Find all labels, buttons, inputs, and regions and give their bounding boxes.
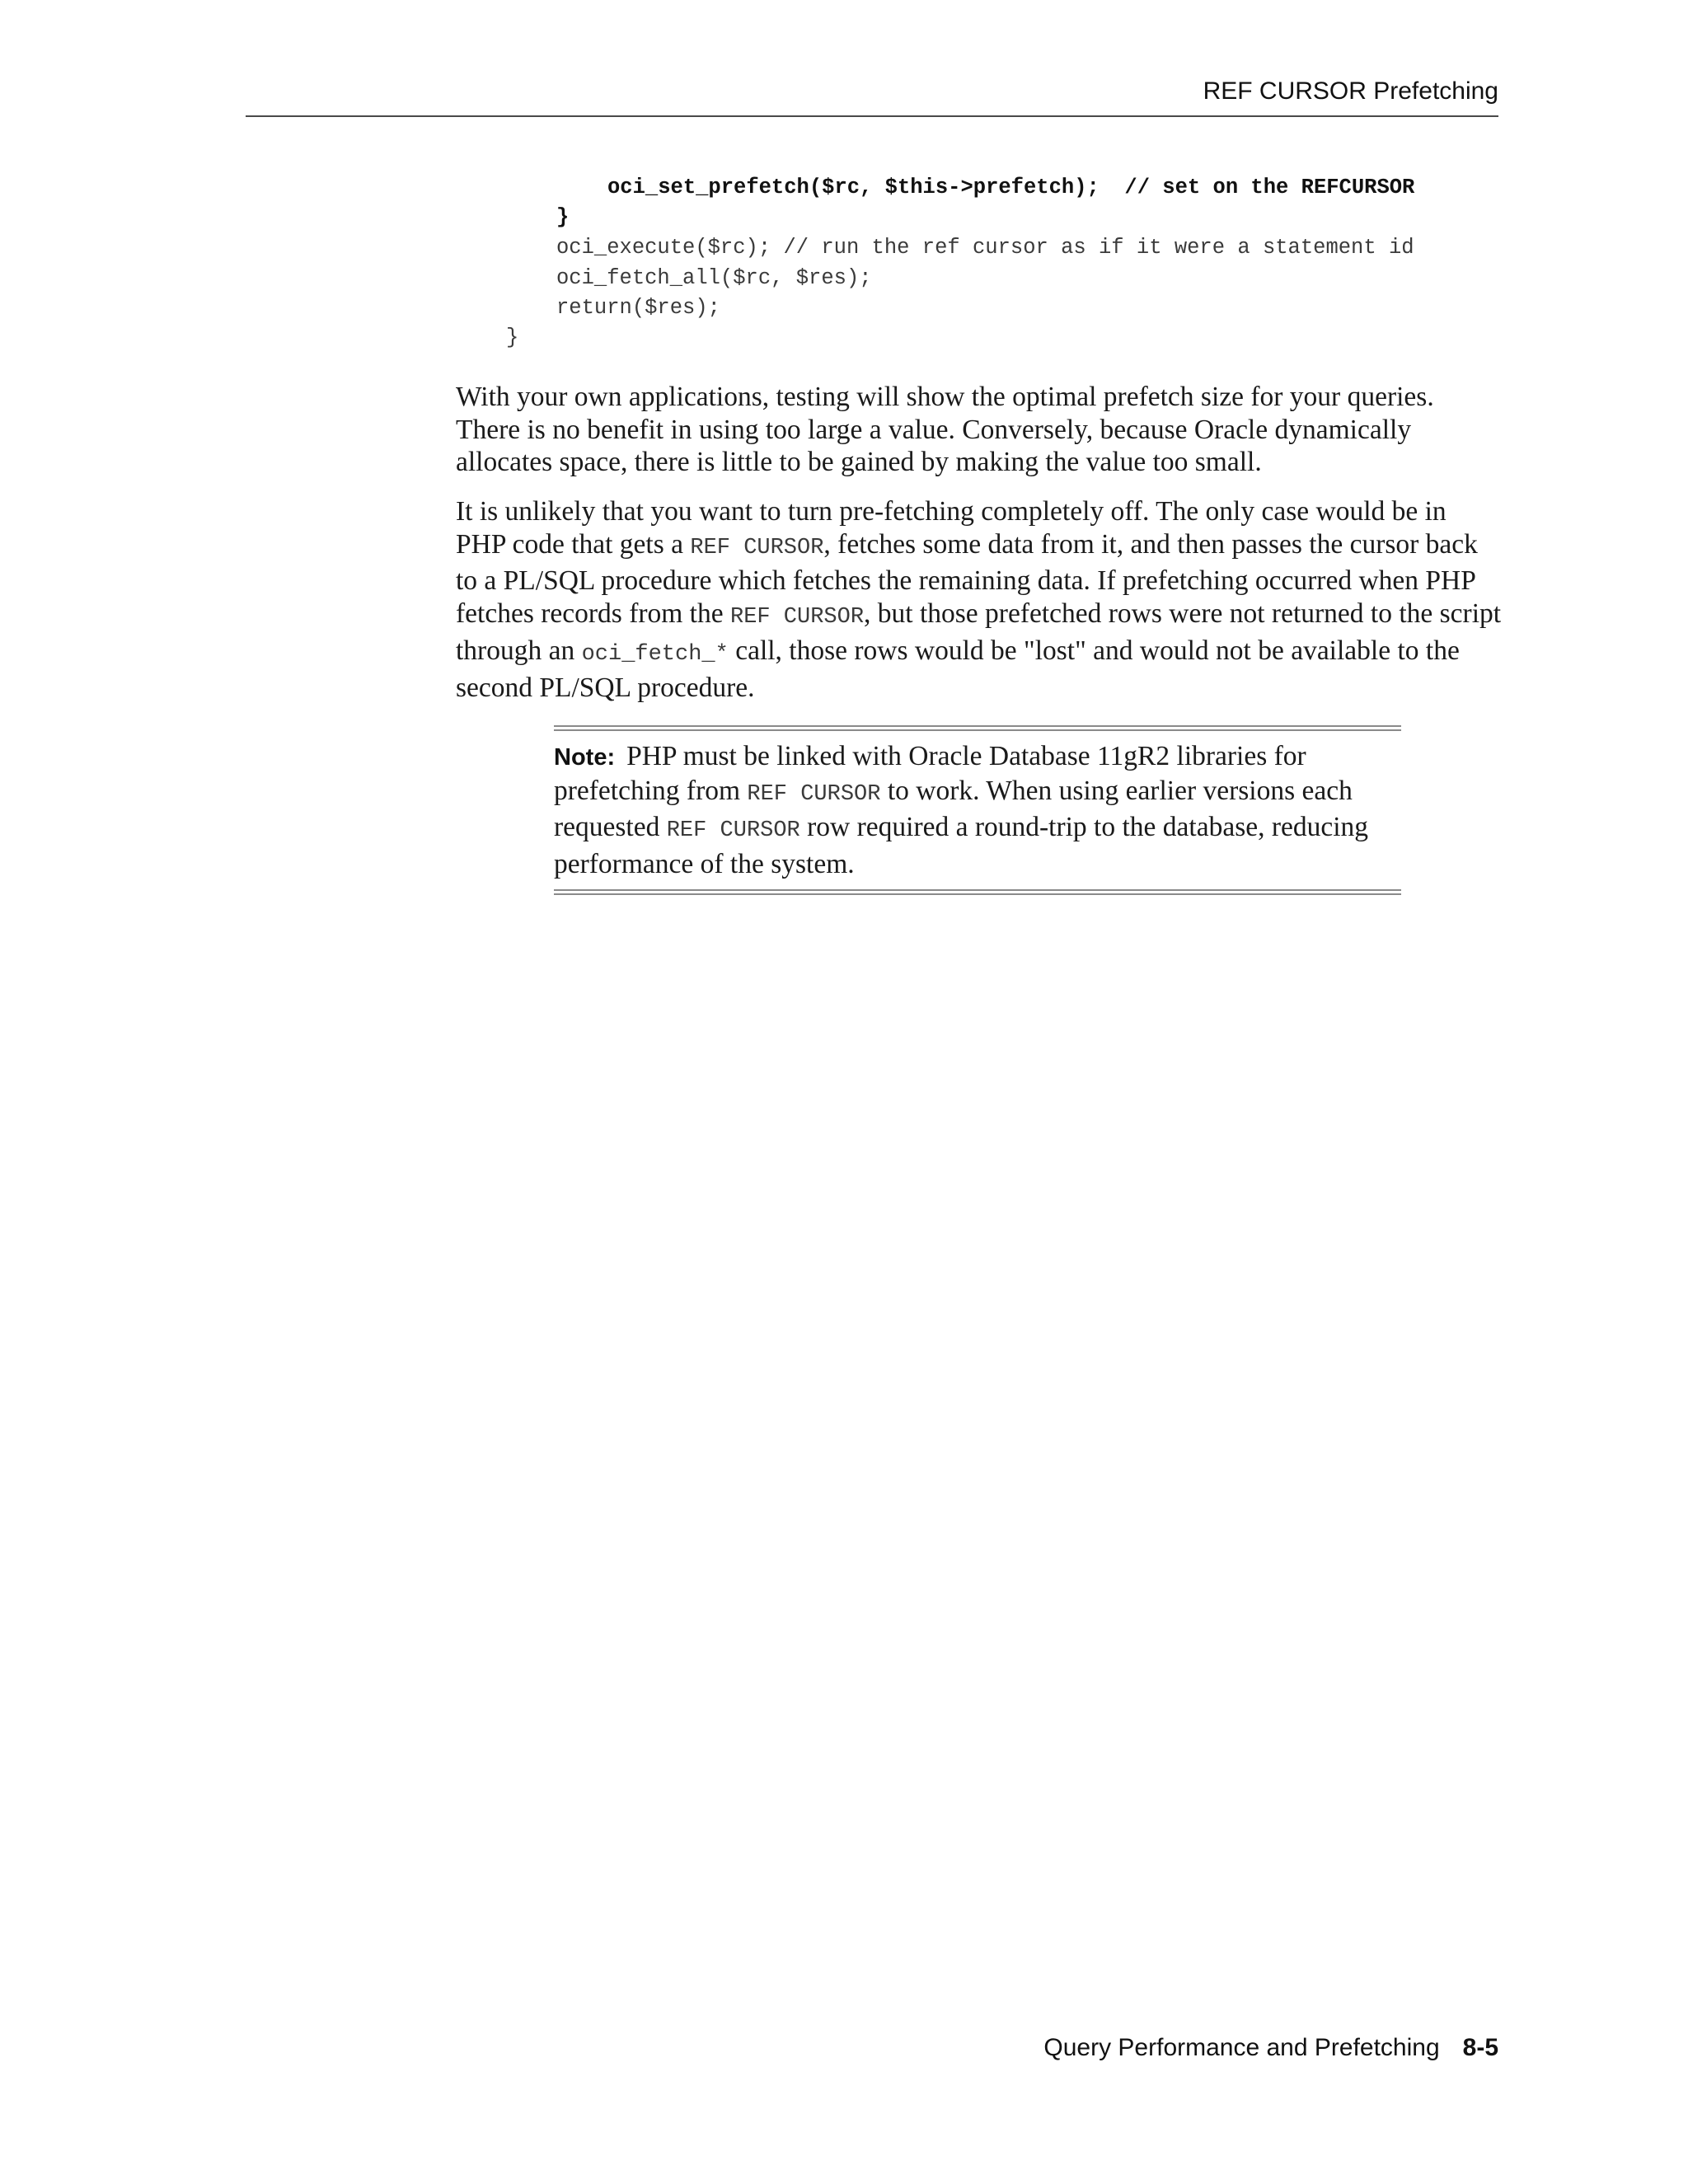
paragraph-text: , but those prefetched rows were not returned to the script through an: [456, 598, 1502, 666]
code-line: oci_fetch_all($rc, $res);: [556, 266, 872, 290]
note-sentence: row required a round-trip to the database, reducing performance of the system.: [554, 812, 1369, 880]
running-footer: [1043, 2029, 1498, 2067]
paragraph-text: , fetches some data from it, and then passes the cursor back to a PL/SQL procedure which fetches the remaining data. If prefetching occurred when PHP fetches records from the: [456, 528, 1478, 630]
inline-code: oci_fetch_*: [581, 641, 729, 667]
note-sentence: PHP must be linked with Oracle Database 11gR2 libraries for prefetching from: [554, 741, 1306, 806]
note-box: [554, 725, 1401, 895]
page-number: 8-5: [1462, 2034, 1498, 2061]
code-line: }: [556, 205, 570, 229]
running-header-title: REF CURSOR Prefetching: [1203, 77, 1498, 105]
footer-chapter-title: Query Performance and Prefetching: [1043, 2034, 1440, 2061]
code-line: oci_execute($rc); // run the ref cursor as if it were a statement id: [556, 236, 1414, 260]
note-label: Note:: [554, 744, 616, 771]
note-sentence: to work. When using earlier versions each requested: [554, 775, 1353, 843]
paragraph-text: It is unlikely that you want to turn pre-fetching completely off. The only case would be in PHP code that gets a: [456, 496, 1447, 560]
note-text: [554, 740, 1401, 881]
code-line: oci_set_prefetch($rc, $this->prefetch); // set on the REFCURSOR: [607, 176, 1415, 199]
note-top-rule: [554, 725, 1401, 731]
inline-code: REF CURSOR: [666, 818, 800, 844]
inline-code: REF CURSOR: [690, 535, 824, 560]
note-bottom-rule: [554, 889, 1401, 895]
body-paragraph: With your own applications, testing will show the optimal prefetch size for your queries. There is no benefit in using too large a value. Conversely, because Oracle dynamically allocates space, there is little to be gained by making the value too small.: [456, 382, 1434, 478]
code-line: return($res);: [556, 296, 720, 320]
body-paragraph: [456, 495, 1503, 704]
inline-code: REF CURSOR: [747, 781, 881, 807]
paragraph-text: call, those rows would be "lost" and would not be available to the second PL/SQL procedure.: [456, 635, 1460, 703]
code-line: }: [506, 326, 519, 349]
inline-code: REF CURSOR: [730, 605, 865, 630]
running-header: [246, 73, 1498, 117]
